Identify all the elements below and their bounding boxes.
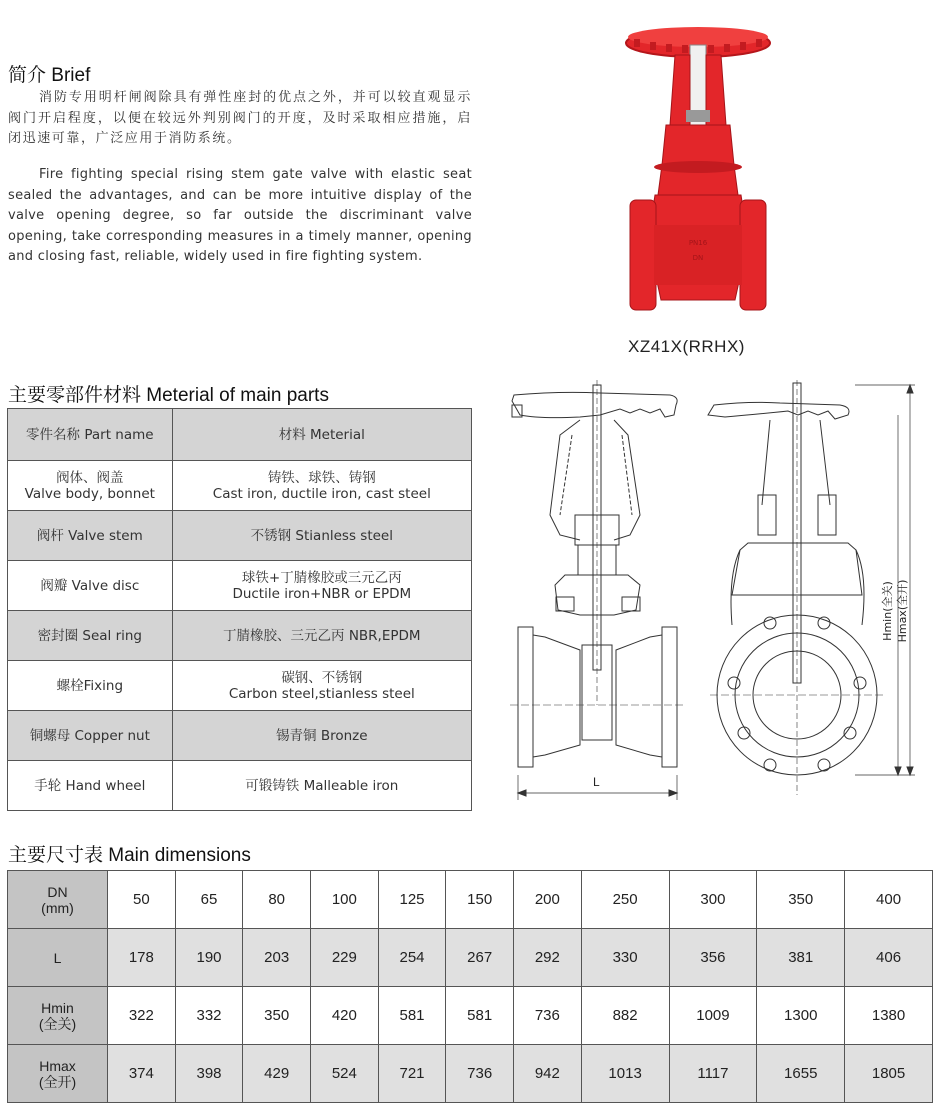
dim-cell: 80 [243,871,311,929]
brief-text-zh: 消防专用明杆闸阀除具有弹性座封的优点之外，并可以较直观显示阀门开启程度，以便在较远外判别阀门的开度，及时采取相应措施，启闭迅速可靠，广泛应用于消防系统。 [8,90,472,146]
dim-row-dn [8,871,933,929]
part-material: 铸铁、球铁、铸钢 Cast iron, ductile iron, cast steel [172,461,471,511]
valve-photo [600,15,800,330]
dim-cell: 190 [175,929,243,987]
brief-heading: 简介 Brief [8,65,91,86]
dim-cell: 420 [311,987,379,1045]
materials-header-part: 零件名称 Part name [8,409,173,461]
technical-drawing [500,375,940,805]
dim-cell: 398 [175,1045,243,1103]
length-label: L [593,775,600,789]
brief-text-en: Fire fighting special rising stem gate valve with elastic seat sealed the advantages, and can be more intuitive display of the valve opening degree, so far outside the discriminant valve opening, take corresponding measures in a timely manner, opening and closing fast, reliable, widely used in fire fighting system. [8,167,472,264]
dim-cell: 1380 [845,987,933,1045]
part-name: 手轮 Hand wheel [8,761,173,811]
dim-cell: 330 [581,929,669,987]
dim-cell: 250 [581,871,669,929]
dim-row-l [8,929,933,987]
dim-row-label: Hmin (全关) [8,987,108,1045]
dimensions-table [7,870,933,1103]
part-name: 铜螺母 Copper nut [8,711,173,761]
materials-header-row [8,409,472,461]
materials-row [8,561,472,611]
materials-row [8,661,472,711]
part-material: 不锈钢 Stianless steel [172,511,471,561]
dim-cell: 1013 [581,1045,669,1103]
materials-row [8,511,472,561]
dim-row-label: L [8,929,108,987]
dim-cell: 381 [757,929,845,987]
dim-cell: 50 [108,871,176,929]
dim-cell: 322 [108,987,176,1045]
dim-cell: 267 [446,929,514,987]
dim-row-label: Hmax (全开) [8,1045,108,1103]
dim-cell: 882 [581,987,669,1045]
dim-cell: 356 [669,929,757,987]
valve-image [600,15,800,330]
dim-row-label: DN (mm) [8,871,108,929]
materials-table [7,408,472,811]
dim-cell: 1300 [757,987,845,1045]
dim-cell: 1009 [669,987,757,1045]
part-material: 锡青铜 Bronze [172,711,471,761]
dim-cell: 100 [311,871,379,929]
svg-text:PN16: PN16 [688,239,708,247]
dim-cell: 374 [108,1045,176,1103]
part-material: 碳钢、不锈钢 Carbon steel,stianless steel [172,661,471,711]
dim-cell: 581 [378,987,446,1045]
materials-row [8,711,472,761]
materials-heading: 主要零部件材料 Meterial of main parts [8,385,329,406]
dim-cell: 942 [514,1045,582,1103]
dim-cell: 1655 [757,1045,845,1103]
dim-cell: 332 [175,987,243,1045]
dim-cell: 736 [446,1045,514,1103]
dim-cell: 524 [311,1045,379,1103]
dim-cell: 300 [669,871,757,929]
part-material: 丁腈橡胶、三元乙丙 NBR,EPDM [172,611,471,661]
dim-cell: 200 [514,871,582,929]
materials-row [8,461,472,511]
part-material: 球铁+丁腈橡胶或三元乙丙 Ductile iron+NBR or EPDM [172,561,471,611]
part-name: 密封圈 Seal ring [8,611,173,661]
part-name: 阀杆 Valve stem [8,511,173,561]
dimensions-heading: 主要尺寸表 Main dimensions [8,845,251,866]
dim-cell: 1805 [845,1045,933,1103]
valve-drawing [500,375,940,805]
dim-cell: 581 [446,987,514,1045]
dim-cell: 736 [514,987,582,1045]
dim-cell: 65 [175,871,243,929]
dim-cell: 229 [311,929,379,987]
dim-cell: 292 [514,929,582,987]
dim-cell: 721 [378,1045,446,1103]
dim-cell: 1117 [669,1045,757,1103]
dim-cell: 400 [845,871,933,929]
hmax-label: Hmax(全开) [896,579,909,643]
product-model: XZ41X(RRHX) [628,337,745,356]
materials-header-material: 材料 Meterial [172,409,471,461]
dim-row-hmax [8,1045,933,1103]
hmin-label: Hmin(全关) [881,581,894,641]
materials-row [8,761,472,811]
part-name: 螺栓Fixing [8,661,173,711]
dim-cell: 150 [446,871,514,929]
dim-cell: 350 [757,871,845,929]
dim-cell: 254 [378,929,446,987]
materials-row [8,611,472,661]
side-section-view [510,380,685,800]
part-name: 阀体、阀盖 Valve body, bonnet [8,461,173,511]
dim-cell: 350 [243,987,311,1045]
dim-cell: 429 [243,1045,311,1103]
dim-cell: 178 [108,929,176,987]
part-material: 可锻铸铁 Malleable iron [172,761,471,811]
svg-text:DN: DN [692,254,704,262]
part-name: 阀瓣 Valve disc [8,561,173,611]
dim-cell: 125 [378,871,446,929]
dim-cell: 406 [845,929,933,987]
dim-row-hmin [8,987,933,1045]
dim-cell: 203 [243,929,311,987]
